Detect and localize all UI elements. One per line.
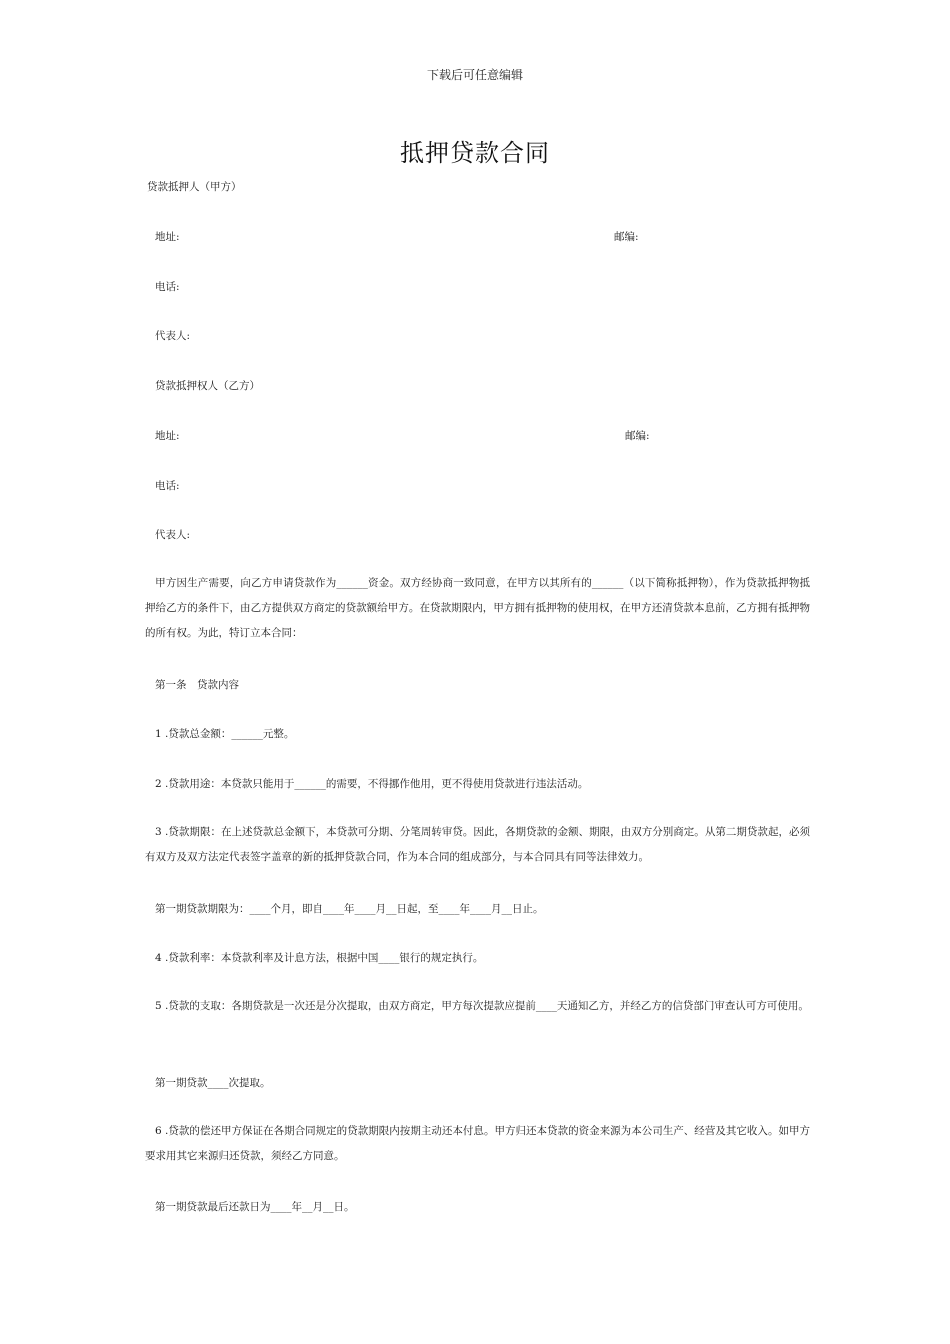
party-a-rep-label: 代表人: <box>155 330 191 342</box>
clause-5-paragraph <box>145 994 810 1019</box>
clause-1: 1 .贷款总金额：______元整。 <box>155 728 295 740</box>
preamble-paragraph <box>145 571 810 646</box>
clause-6: 6 .贷款的偿还甲方保证在各期合同规定的贷款期限内按期主动还本付息。甲方归还本贷款的资金来源为本公司生产、经营及其它收入。如甲方要求用其它来源归还贷款，须经乙方同意。 <box>145 1125 810 1162</box>
article-1-heading: 第一条 贷款内容 <box>155 679 239 691</box>
party-b-phone-label: 电话: <box>155 480 180 492</box>
party-b-rep-label: 代表人: <box>155 529 191 541</box>
clause-4: 4 .贷款利率：本贷款利率及计息方法，根据中国____银行的规定执行。 <box>155 952 484 964</box>
party-b-address-label: 地址: <box>155 430 180 442</box>
preamble-text: 甲方因生产需要，向乙方申请贷款作为______资金。双方经协商一致同意，在甲方以其所有的______（以下简称抵押物），作为贷款抵押物抵押给乙方的条件下，由乙方提供双方商定的贷款额给甲方。在贷款期限内，甲方拥有抵押物的使用权，在甲方还清贷款本息前，乙方拥有抵押物的所有权。为此，特订立本合同： <box>145 577 810 639</box>
party-a-heading: 贷款抵押人（甲方） <box>147 181 242 193</box>
party-a-phone-label: 电话: <box>155 281 180 293</box>
clause-3-first-period: 第一期贷款期限为：____个月，即自____年____月__日起，至____年____月__日止。 <box>155 903 544 915</box>
party-b-heading: 贷款抵押权人（乙方） <box>155 380 260 392</box>
clause-3: 3 .贷款期限：在上述贷款总金额下，本贷款可分期、分笔周转审贷。因此，各期贷款的金额、期限，由双方分别商定。从第二期贷款起，必须有双方及双方法定代表签字盖章的新的抵押贷款合同，作为本合同的组成部分，与本合同具有同等法律效力。 <box>145 826 810 863</box>
clause-6-final-due: 第一期贷款最后还款日为____年__月__日。 <box>155 1201 355 1213</box>
party-b-postcode-label: 邮编: <box>625 430 650 442</box>
party-a-postcode-label: 邮编: <box>614 231 639 243</box>
clause-2: 2 .贷款用途：本贷款只能用于______的需要，不得挪作他用，更不得使用贷款进行违法活动。 <box>155 778 589 790</box>
header-note: 下载后可任意编辑 <box>426 68 523 82</box>
clause-3-paragraph <box>145 820 810 870</box>
clause-5-first-draw: 第一期贷款____次提取。 <box>155 1077 271 1089</box>
clause-5: 5 .贷款的支取：各期贷款是一次还是分次提取，由双方商定，甲方每次提款应提前____天通知乙方，并经乙方的信贷部门审查认可方可使用。 <box>155 1000 809 1012</box>
party-a-address-label: 地址: <box>155 231 180 243</box>
clause-6-paragraph <box>145 1119 810 1169</box>
document-title: 抵押贷款合同 <box>400 139 550 167</box>
